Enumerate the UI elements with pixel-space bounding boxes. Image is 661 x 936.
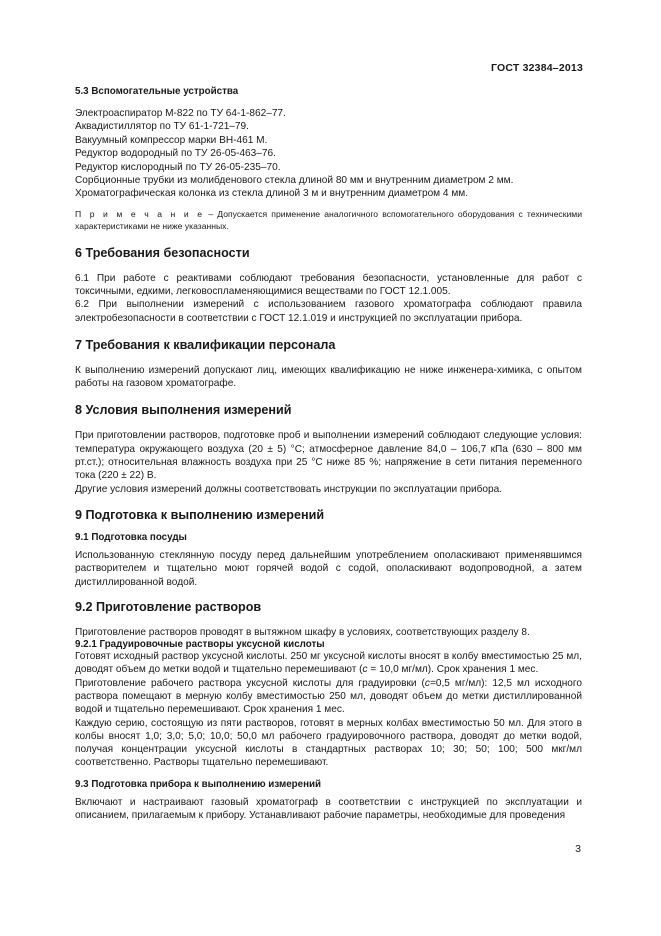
paragraph: Готовят исходный раствор уксусной кислоты. 250 мг уксусной кислоты вносят в колбу вместимостью 25 мл, доводят объем до метки водой и тщательно перемешивают (с = 10,0 мг/мл). Срок хранения 1 мес.	[75, 651, 582, 676]
paragraph: Приготовление рабочего раствора уксусной кислоты для градуировки (с=0,5 мг/мл): 12,5 мл исходного раствора помещают в мерную колбу вместимостью 250 мл, доводят объем до метки дистиллированной водой и тщательно перемешивают. Срок хранения 1 мес.	[75, 677, 582, 716]
paragraph: 6.2 При выполнении измерений с использованием газового хроматографа соблюдают правила электробезопасности в соответствии с ГОСТ 12.1.019 и инструкцией по эксплуатации прибора.	[75, 299, 582, 324]
paragraph: Приготовление растворов проводят в вытяжном шкафу в условиях, соответствующих разделу 8.	[75, 626, 530, 638]
paragraph: К выполнению измерений допускают лиц, имеющих квалификацию не ниже инженера-химика, с опытом работы на газовом хроматографе.	[75, 364, 582, 390]
page-number: 3	[575, 843, 581, 855]
paragraph: 6.1 При работе с реактивами соблюдают требования безопасности, установленные для работ с токсичными, едкими, легковоспламеняющимися веществами по ГОСТ 12.1.005.	[75, 272, 582, 297]
list-item: Вакуумный компрессор марки ВН-461 М.	[75, 134, 268, 146]
section-9-2-title: 9.2 Приготовление растворов	[75, 599, 262, 614]
paragraph: При приготовлении растворов, подготовке проб и выполнении измерений соблюдают следующие условия: температура окружающего воздуха (20 ± 5) °С; атмосферное давление 84,0 – 106,7 кПа (630 – 800 мм рт.ст.); относительная влажность воздуха при 25 °С ниже 85 %; напряжение в сети питания переменного тока (220 ± 22) В.	[75, 430, 582, 482]
paragraph: Включают и настраивают газовый хроматограф в соответствии с инструкцией по эксплуатации и описанием, прилагаемым к прибору. Устанавливают рабочие параметры, необходимые для проведения	[75, 796, 582, 822]
note	[75, 208, 582, 233]
paragraph: Каждую серию, состоящую из пяти растворов, готовят в мерных колбах вместимостью 50 мл. Для этого в колбы вносят 1,0; 3,0; 5,0; 10,0; 50,0 мл рабочего градуировочного раствора, доводят до метки водой, получая концентрации уксусной кислоты в стандартных растворах 10; 30; 50; 100; 500 мкг/мл соответственно. Растворы тщательно перемешивают.	[75, 717, 582, 769]
list-item: Электроаспиратор М-822 по ТУ 64-1-862–77.	[75, 108, 286, 119]
section-5-3-title: 5.3 Вспомогательные устройства	[75, 86, 239, 97]
list-item: Сорбционные трубки из молибденового стекла длиной 80 мм и внутренним диаметром 2 мм.	[75, 175, 514, 187]
paragraph: Использованную стеклянную посуду перед дальнейшим употреблением ополаскивают применявшимся растворителем и тщательно моют горячей водой с содой, ополаскивают водопроводной, а затем дистиллированной водой.	[75, 549, 582, 588]
list-item: Редуктор кислородный по ТУ 26-05-235–70.	[75, 161, 281, 173]
note-text: – Допускается применение аналогичного вспомогательного оборудования с техническими характеристиками не ниже указанных.	[75, 208, 582, 232]
paragraph: Другие условия измерений должны соответствовать инструкции по эксплуатации прибора.	[75, 483, 503, 495]
section-9-2-1-title: 9.2.1 Градуировочные растворы уксусной кислоты	[75, 639, 325, 651]
section-8-title: 8 Условия выполнения измерений	[75, 403, 292, 418]
list-item: Аквадистиллятор по ТУ 61-1-721–79.	[75, 121, 249, 133]
section-7-title: 7 Требования к квалификации персонала	[75, 337, 336, 352]
page-content	[75, 86, 582, 822]
list-item: Хроматографическая колонка из стекла длиной 3 м и внутренним диаметром 4 мм.	[75, 188, 469, 200]
list-item: Редуктор водородный по ТУ 26-05-463–76.	[75, 148, 276, 160]
section-9-3-title: 9.3 Подготовка прибора к выполнению измерений	[75, 778, 322, 790]
section-9-title: 9 Подготовка к выполнению измерений	[75, 507, 325, 522]
section-9-1-title: 9.1 Подготовка посуды	[75, 531, 187, 543]
section-6-title: 6 Требования безопасности	[75, 245, 250, 260]
note-label: П р и м е ч а н и е	[75, 208, 205, 219]
document-code: ГОСТ 32384–2013	[490, 62, 583, 74]
